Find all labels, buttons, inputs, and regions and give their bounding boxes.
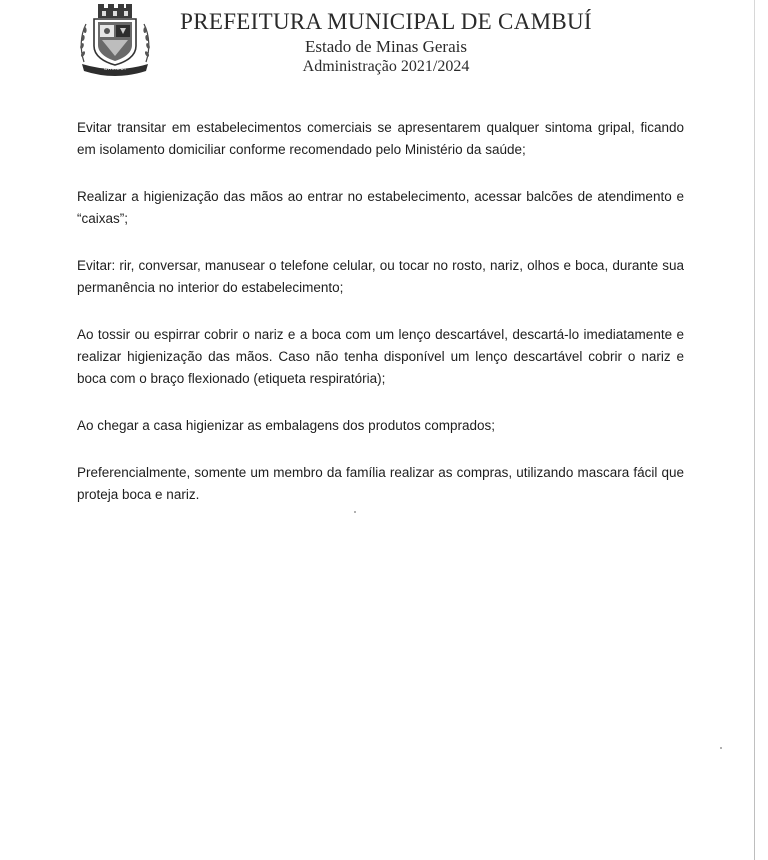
- paragraph: Evitar transitar em estabelecimentos comerciais se apresentarem qualquer sintoma gripal, ficando em isolamento domiciliar conforme recomendado pelo Ministério da saúde;: [77, 120, 684, 157]
- scan-speck: [720, 747, 722, 749]
- letterhead: [76, 2, 636, 80]
- document-body: [77, 117, 684, 506]
- paragraph: Preferencialmente, somente um membro da família realizar as compras, utilizando mascara fácil que proteja boca e nariz.: [77, 465, 684, 502]
- administration-period: Administração 2021/2024: [302, 58, 470, 75]
- scan-edge-line: [754, 0, 755, 860]
- letterhead-text: [166, 8, 606, 77]
- paragraph: Ao tossir ou espirrar cobrir o nariz e a boca com um lenço descartável, descartá-lo imediatamente e realizar higienização das mãos. Caso não tenha disponível um lenço descartável cobrir o nariz e boca com o braço flexionado (etiqueta respiratória);: [77, 327, 684, 386]
- institution-title: PREFEITURA MUNICIPAL DE CAMBUÍ: [180, 9, 592, 34]
- paragraph: Ao chegar a casa higienizar as embalagens dos produtos comprados;: [77, 418, 495, 433]
- paragraph: Evitar: rir, conversar, manusear o telefone celular, ou tocar no rosto, nariz, olhos e boca, durante sua permanência no interior do estabelecimento;: [77, 258, 684, 295]
- scan-speck: [354, 511, 356, 513]
- crest-ribbon-label: CAMBUÍ: [103, 66, 127, 72]
- state-subtitle: Estado de Minas Gerais: [305, 37, 467, 56]
- paragraph: Realizar a higienização das mãos ao entrar no estabelecimento, acessar balcões de atendimento e “caixas”;: [77, 189, 684, 226]
